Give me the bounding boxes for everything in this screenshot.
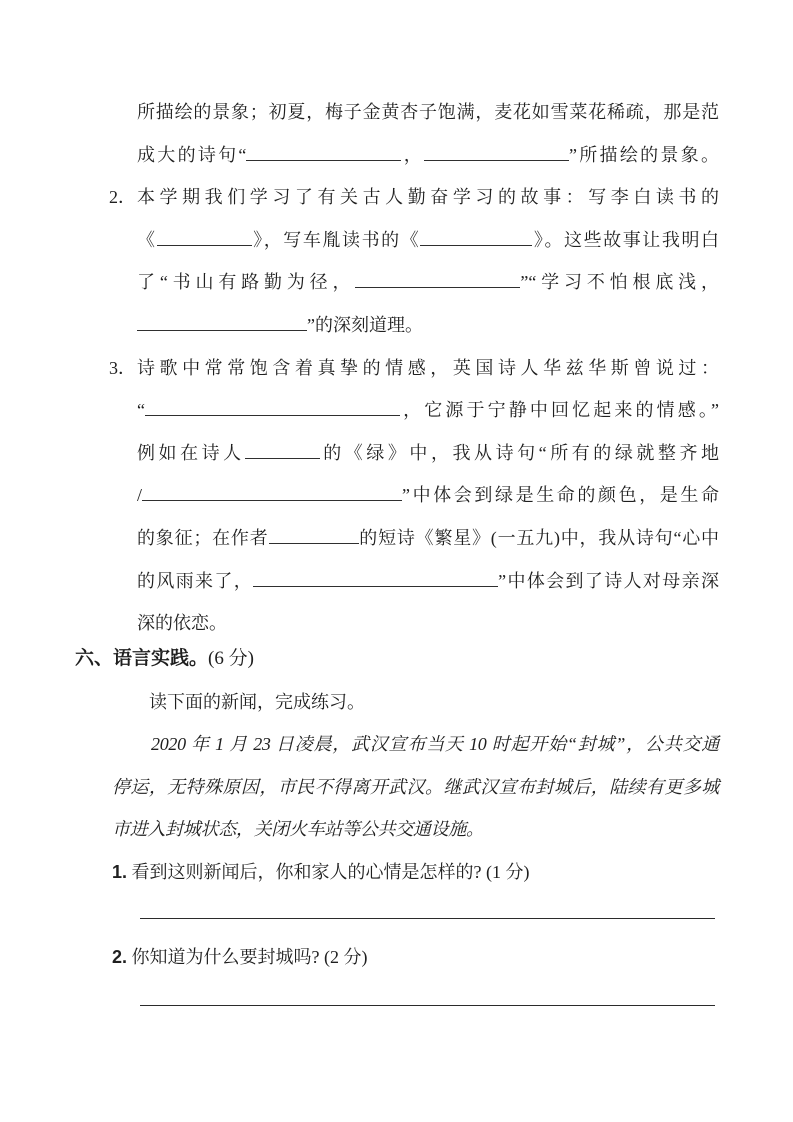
text-segment: 1. (112, 861, 128, 882)
text-segment: 的象征；在作者 (137, 527, 269, 548)
text-segment: 《 (137, 229, 157, 250)
fill-in-blank[interactable] (245, 441, 320, 459)
section-six-instruction (112, 681, 719, 724)
q1-continuation-line-1 (137, 91, 719, 134)
text-segment: ”的深刻道理。 (307, 314, 423, 335)
news-line-3 (112, 808, 719, 851)
fill-in-blank[interactable] (142, 483, 402, 501)
text-segment: 2020 年 1 月 23 日凌晨，武汉宣布当天 10 时起开始“封城”，公共交通 (151, 734, 719, 755)
question-2-line-2 (137, 219, 719, 262)
fill-in-blank[interactable] (424, 143, 569, 161)
fill-in-blank[interactable] (157, 228, 252, 246)
text-segment: ”中体会到绿是生命的颜色，是生命 (402, 485, 719, 506)
fill-in-blank[interactable] (355, 270, 520, 288)
answer-line[interactable] (140, 918, 715, 919)
text-segment: 》。这些故事让我明白 (532, 229, 720, 250)
question-number: 2． (109, 187, 136, 208)
question-number: 3． (109, 357, 136, 378)
text-segment: 了“书山有路勤为径， (137, 272, 356, 293)
sub-question-1 (112, 851, 719, 894)
question-3-line-2 (137, 389, 719, 432)
text-segment: 停运，无特殊原因，市民不得离开武汉。继武汉宣布封城后，陆续有更多城 (112, 776, 719, 797)
fill-in-blank[interactable] (145, 398, 400, 416)
text-segment: / (137, 485, 143, 506)
section-six-heading (75, 638, 719, 681)
question-3-line-6 (137, 560, 719, 603)
answer-row-2 (112, 979, 719, 1022)
question-3-line-5 (137, 517, 719, 560)
text-segment: ”“学习不怕根底浅， (520, 272, 719, 293)
fill-in-blank[interactable] (269, 526, 359, 544)
question-2-line-3 (137, 261, 719, 304)
text-segment: 读下面的新闻，完成练习。 (149, 691, 365, 712)
text-segment: 的短诗《繁星》(一五九)中，我从诗句“心中 (358, 527, 720, 548)
question-2-line-4 (137, 304, 719, 347)
text-segment: 六、语言实践。 (75, 648, 209, 669)
text-segment: 的风雨来了， (137, 570, 254, 591)
answer-line[interactable] (140, 1005, 715, 1006)
text-segment: 2. (112, 947, 128, 968)
text-segment: ，它源于宁静中回忆起来的情感。” (400, 400, 719, 421)
text-segment: ”所描绘的景象。 (569, 144, 719, 165)
text-segment: 诗歌中常常饱含着真挚的情感，英国诗人华兹华斯曾说过： (137, 357, 719, 378)
text-segment: “ (137, 400, 145, 421)
text-segment: 的《绿》中，我从诗句“所有的绿就整齐地 (319, 442, 719, 463)
text-segment: ”中体会到了诗人对母亲深 (498, 570, 719, 591)
text-segment: 深的依恋。 (137, 613, 227, 634)
fill-in-blank[interactable] (420, 228, 532, 246)
fill-in-blank[interactable] (137, 313, 307, 331)
news-line-1 (112, 723, 719, 766)
question-2-line-1 (109, 176, 719, 219)
fill-in-blank[interactable] (253, 569, 498, 587)
question-3-line-4 (137, 474, 719, 517)
fill-in-blank[interactable] (246, 143, 401, 161)
text-segment: 本学期我们学习了有关古人勤奋学习的故事：写李白读书的 (137, 187, 719, 208)
text-segment: 看到这则新闻后，你和家人的心情是怎样的? (1 分) (127, 861, 530, 882)
text-segment: (6 分) (208, 648, 254, 669)
text-segment: 你知道为什么要封城吗? (2 分) (127, 947, 368, 968)
question-3-line-3 (137, 432, 719, 475)
answer-row-1 (112, 894, 719, 937)
text-segment: 所描绘的景象；初夏，梅子金黄杏子饱满，麦花如雪菜花稀疏，那是范 (137, 102, 719, 122)
section-language-practice (75, 638, 719, 1021)
text-segment: 市进入封城状态，关闭火车站等公共交通设施。 (112, 819, 484, 840)
text-segment: 成大的诗句“ (137, 144, 247, 165)
q1-continuation-line-2 (137, 134, 719, 177)
news-line-2 (112, 766, 719, 809)
question-3-line-1 (109, 347, 719, 390)
text-segment: 例如在诗人 (137, 442, 245, 463)
sub-question-2 (112, 936, 719, 979)
text-segment: ， (401, 144, 424, 165)
section-knowledge-fill-in (109, 91, 720, 645)
text-segment: 》，写车胤读书的《 (251, 229, 421, 250)
